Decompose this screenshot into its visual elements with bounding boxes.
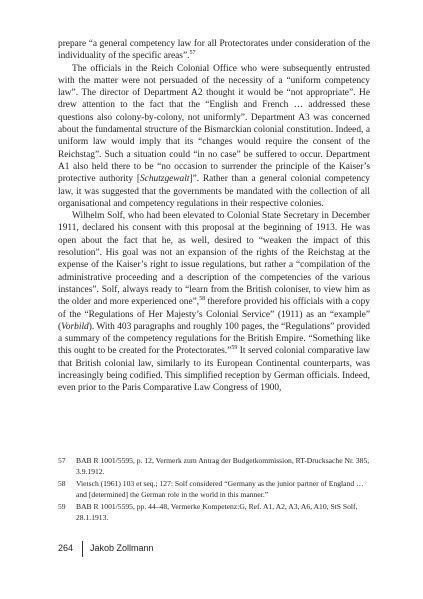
paragraph-text: therefore provided his officials with a copy of the “Regulations of Her Majesty’s Colonial Service” (1911) as an “example” (	[58, 297, 370, 332]
page-number: 264	[58, 543, 74, 553]
paragraph-text: The officials in the Reich Colonial Office who were subsequently entrusted with the matter were not persuaded of the necessity of a “uniform competency law”. The director of Department A2 thought it would be “not appropriate”. He drew attention to the fact that the “English and French … addressed these questions also colony-by-colony, not uniformly”. Department A3 was concerned about the fundamental structure of the Bismarckian colonial constitution. Indeed, a uniform law would imply that its “changes would require the consent of the Reichstag”. Such a situation could “in no case” be suffered to occur. Department A1 also held there to be “no occasion to surrender the principle of the Kaiser’s protective authority [	[58, 63, 370, 185]
emphasis-text: Vorbild	[61, 321, 89, 332]
footnote-number: 57	[58, 456, 66, 465]
footnote	[58, 502, 370, 523]
footnote-text: BAB R 1001/5595, pp. 44–48, Vermerke Kompetenz:G, Ref. A1, A2, A3, A6, A10, StS Solf, 28.1.1913.	[76, 502, 358, 522]
footnote-reference: 57	[189, 50, 196, 57]
paragraph-text: It served colonial comparative law that British colonial law, similarly to its European Continental counterparts, was increasingly being codified. This simplified reception by German officials. Indeed, even prior to the Paris Comparative Law Congress of 1900,	[58, 346, 370, 394]
footnote-text: Vietsch (1961) 103 et seq.; 127: Solf considered “Germany as the junior partner of England … and [determined] the German role in the world in this manner.”	[76, 479, 364, 499]
paragraph-text: prepare “a general competency law for all Protectorates under consideration of the individuality of the specific areas”.	[58, 39, 370, 62]
footer-divider	[82, 541, 83, 557]
footnote-number: 59	[58, 502, 66, 512]
body-paragraph	[58, 38, 370, 63]
footnote	[58, 456, 370, 477]
footnote	[58, 479, 370, 500]
paragraph-text: ]”. Rather than a general colonial competency law, it was suggested that the governments be mandated with the collection of all organisational and competency regulations in their respective colonies.	[58, 174, 370, 209]
body-paragraph	[58, 210, 370, 394]
footnote-reference: 59	[231, 345, 238, 352]
body-paragraph	[58, 63, 370, 211]
footnote-text: BAB R 1001/5595, p. 12, Vermerk zum Antrag der Budgetkommission, RT-Drucksache Nr. 385, 3.9.1912.	[76, 456, 370, 476]
running-author: Jakob Zollmann	[90, 543, 154, 553]
footnote-reference: 58	[199, 296, 206, 303]
paragraph-text: Wilhelm Solf, who had been elevated to Colonial State Secretary in December 1911, declared his consent with this proposal at the beginning of 1913. He was open about the fact that he, as well, desired to “weaken the impact of this resolution”. His goal was not an expansion of the rights of the Reichstag at the expense of the Kaiser’s right to issue regulations, but rather a “compilation of the administrative proceeding and a description of the competencies of the various instances”. Solf, always ready to “learn from the British coloniser, to view him as the older and more experienced one”,	[58, 211, 370, 308]
page-footer	[0, 541, 423, 561]
emphasis-text: Schutzgewalt	[139, 174, 190, 185]
footnote-number: 58	[58, 479, 66, 489]
body-text	[58, 38, 370, 395]
paragraph-text: ). With 403 paragraphs and roughly 100 pages, the “Regulations” provided a summary of the competency regulations for the British Empire. “Something like this ought to be created for the Protectorates.”	[58, 321, 370, 357]
footnotes	[58, 456, 370, 526]
